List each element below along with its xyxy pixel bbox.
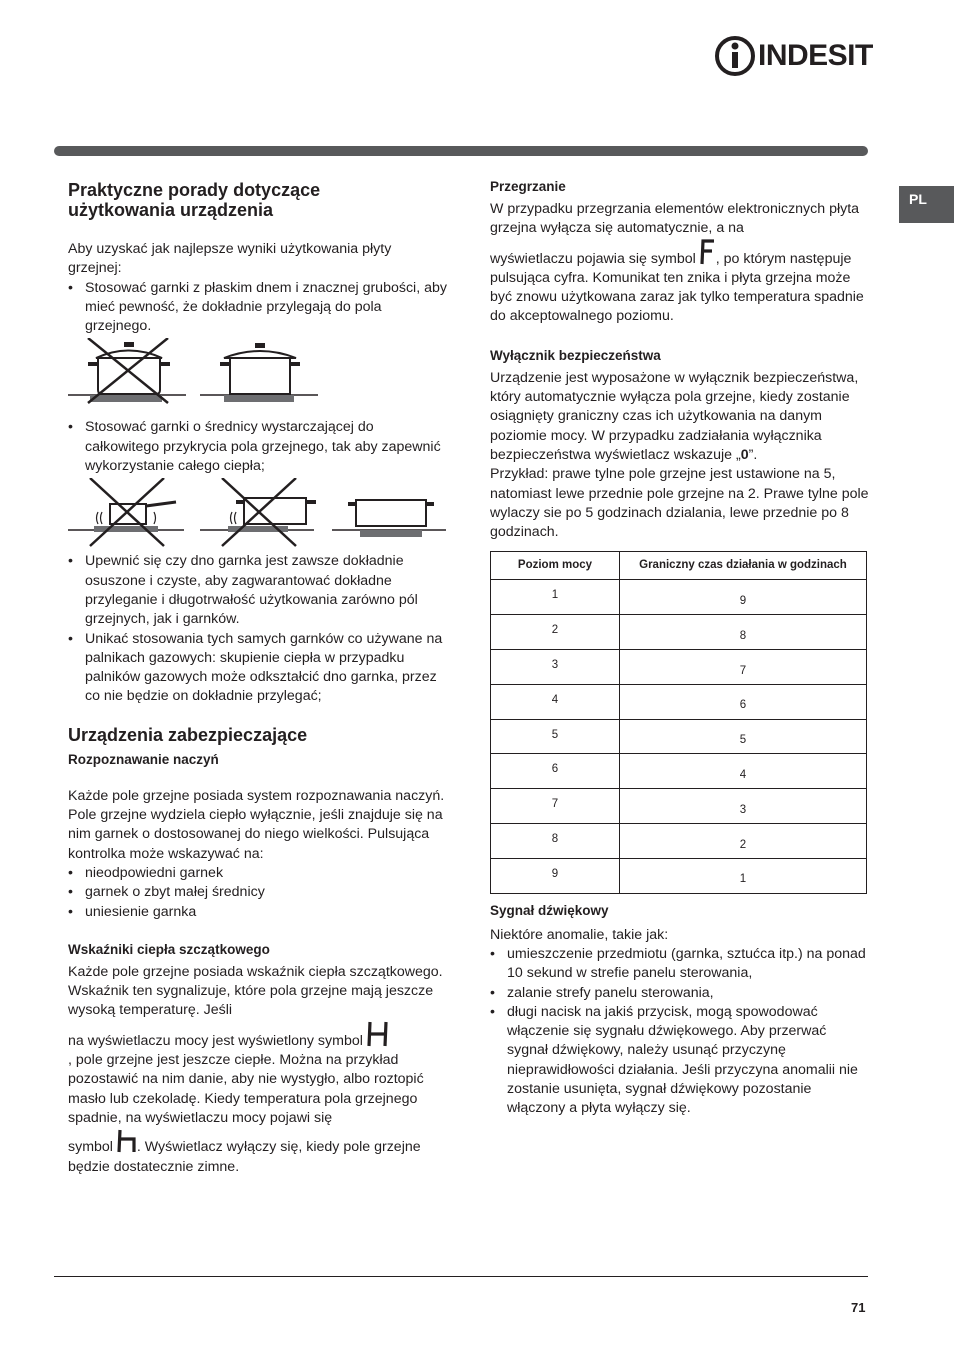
- power-level-cell: 4: [491, 684, 620, 719]
- example-text: Przykład: prawe tylne pole grzejne jest ustawione na 5, natomiast lewe przednie pole grzejne na 2. Prawe tylne pole wylaczy sie po 5 godzinach dzialania, lewe przednie po 8 godzinach.: [490, 466, 869, 541]
- flat-bottom-pots-illustration: [68, 338, 448, 408]
- power-level-cell: 5: [491, 719, 620, 754]
- time-limit-cell: 7: [620, 650, 867, 685]
- subheading-overheat: Przegrzanie: [490, 179, 566, 194]
- intro-text: Aby uzyskać jak najlepsze wyniki użytkowania płyty grzejnej:: [68, 241, 392, 277]
- overheat-text: W przypadku przegrzania elementów elektronicznych płyta grzejna wyłącza się automatycznie, a na wyświetlaczu pojawia się symbol , po którym następuje pulsująca cyfra. Komunikat ten znika i płyta grzejna może być znowu użytkowana zaraz jak tylko temperatura spadnie do akceptowalnego poziomu.: [490, 201, 864, 325]
- subheading-residual-heat: Wskaźniki ciepła szczątkowego: [68, 941, 270, 957]
- table-row: [491, 615, 867, 650]
- table-row: [491, 858, 867, 893]
- h-display-symbol-icon: [367, 1021, 389, 1047]
- power-level-table: [490, 551, 867, 893]
- list-item: • umieszczenie przedmiotu (garnka, sztućca itp.) na ponad 10 sekund w strefie panelu sterowania,: [490, 945, 870, 984]
- table-header: Poziom mocy: [491, 552, 620, 580]
- list-item: • zalanie strefy panelu sterowania,: [490, 984, 870, 1003]
- table-row: [491, 650, 867, 685]
- sound-intro: Niektóre anomalie, takie jak:: [490, 926, 669, 943]
- power-level-cell: 1: [491, 580, 620, 615]
- f-display-symbol-icon: [700, 239, 716, 265]
- list-item: • Stosować garnki o średnicy wystarczającej do całkowitego przykrycia pola grzejnego, tak aby zapewnić wykorzystanie całego ciepła;: [68, 418, 448, 476]
- table-row: [491, 754, 867, 789]
- time-limit-cell: 9: [620, 580, 867, 615]
- power-level-cell: 6: [491, 754, 620, 789]
- subheading-safety-switch: Wyłącznik bezpieczeństwa: [490, 347, 661, 363]
- table-row: [491, 684, 867, 719]
- section-title-safety: Urządzenia zabezpieczające: [68, 724, 308, 745]
- time-limit-cell: 3: [620, 789, 867, 824]
- subheading-recognition: Rozpoznawanie naczyń: [68, 751, 219, 767]
- time-limit-cell: 4: [620, 754, 867, 789]
- language-tab: PL: [899, 186, 954, 223]
- list-item: • Stosować garnki z płaskim dnem i znacznej grubości, aby mieć pewność, że dokładnie przylegają do pola grzejnego.: [68, 279, 448, 337]
- time-limit-cell: 1: [620, 858, 867, 893]
- table-header: Graniczny czas działania w godzinach: [620, 552, 867, 580]
- right-column: [490, 177, 870, 1119]
- table-row: [491, 719, 867, 754]
- residual-text: Każde pole grzejne posiada wskaźnik ciepła szczątkowego. Wskaźnik ten sygnalizuje, które pola grzejne mają jeszcze wysoką temperaturę. Jeśli na wyświetlaczu mocy jest wyświetlony symbol , pole grzejne jest jeszcze ciepłe. Można na przykład pozostawić na nim danie, aby nie wystygło, albo roztopić masło lub czekoladę. Kiedy temperatura pola grzejnego spadnie, na wyświetlaczu mocy pojawi się symbol . Wyświetlacz wyłączy się, kiedy pole grzejne będzie dostatecznie zimne.: [68, 963, 443, 1175]
- power-level-cell: 9: [491, 858, 620, 893]
- table-row: [491, 789, 867, 824]
- list-item: • długi nacisk na jakiś przycisk, mogą spowodować włączenie się sygnału dźwiękowego. Aby przerwać sygnał dźwiękowy, należy usunąć przyczynę nieprawidłowości działania. Jeśli przyczyna anomalii nie zostanie usunięta, sygnał dźwiękowy pozostanie włączony a płyta wyłączy się.: [490, 1003, 870, 1119]
- time-limit-cell: 8: [620, 615, 867, 650]
- page-number: 71: [851, 1300, 866, 1315]
- pot-size-illustration: [68, 478, 448, 550]
- power-level-cell: 7: [491, 789, 620, 824]
- header-bar: [54, 146, 868, 156]
- list-item: • uniesienie garnka: [68, 903, 448, 922]
- subheading-sound-signal: Sygnał dźwiękowy: [490, 902, 609, 918]
- list-item: • garnek o zbyt małej średnicy: [68, 883, 448, 902]
- section-title-tips: Praktyczne porady dotyczące użytkowania urządzenia: [68, 180, 321, 220]
- power-level-cell: 3: [491, 650, 620, 685]
- table-row: [491, 580, 867, 615]
- recognition-text: Każde pole grzejne posiada system rozpoznawania naczyń. Pole grzejne wydziela ciepło wyłącznie, jeśli znajduje się na nim garnek o dostosowanej do niego wielkości. Pulsująca kontrolka może wskazywać na:: [68, 787, 445, 862]
- table-row: [491, 824, 867, 859]
- time-limit-cell: 5: [620, 719, 867, 754]
- safety-switch-text: Urządzenie jest wyposażone w wyłącznik bezpieczeństwa, który automatycznie wyłącza pola grzejne, kiedy zostanie osiągnięty graniczny czas ich użytkowania na danym poziomie mocy. W przypadku zadziałania wyłącznika bezpieczeństwa wyświetlacz wskazuje „0”.: [490, 369, 859, 463]
- footer-line: [54, 1276, 868, 1277]
- power-level-cell: 2: [491, 615, 620, 650]
- list-item: • Unikać stosowania tych samych garnków co używane na palnikach gazowych: skupienie ciepła w przypadku palników gazowych może odkształcić dno garnka, przez co nie będzie on dokładnie przylegać;: [68, 630, 448, 707]
- list-item: • nieodpowiedni garnek: [68, 864, 448, 883]
- list-item: • Upewnić się czy dno garnka jest zawsze dokładnie osuszone i czyste, aby zagwarantować dokładne przyleganie i długotrwałość użytkowania zarówno pól grzejnych, jak i garnków.: [68, 552, 448, 629]
- time-limit-cell: 6: [620, 684, 867, 719]
- time-limit-cell: 2: [620, 824, 867, 859]
- brand-wordmark: INDESIT: [758, 39, 873, 72]
- h-lowercase-display-symbol-icon: [117, 1129, 137, 1153]
- left-column: [68, 180, 448, 1177]
- power-level-cell: 8: [491, 824, 620, 859]
- table-body: [491, 580, 867, 893]
